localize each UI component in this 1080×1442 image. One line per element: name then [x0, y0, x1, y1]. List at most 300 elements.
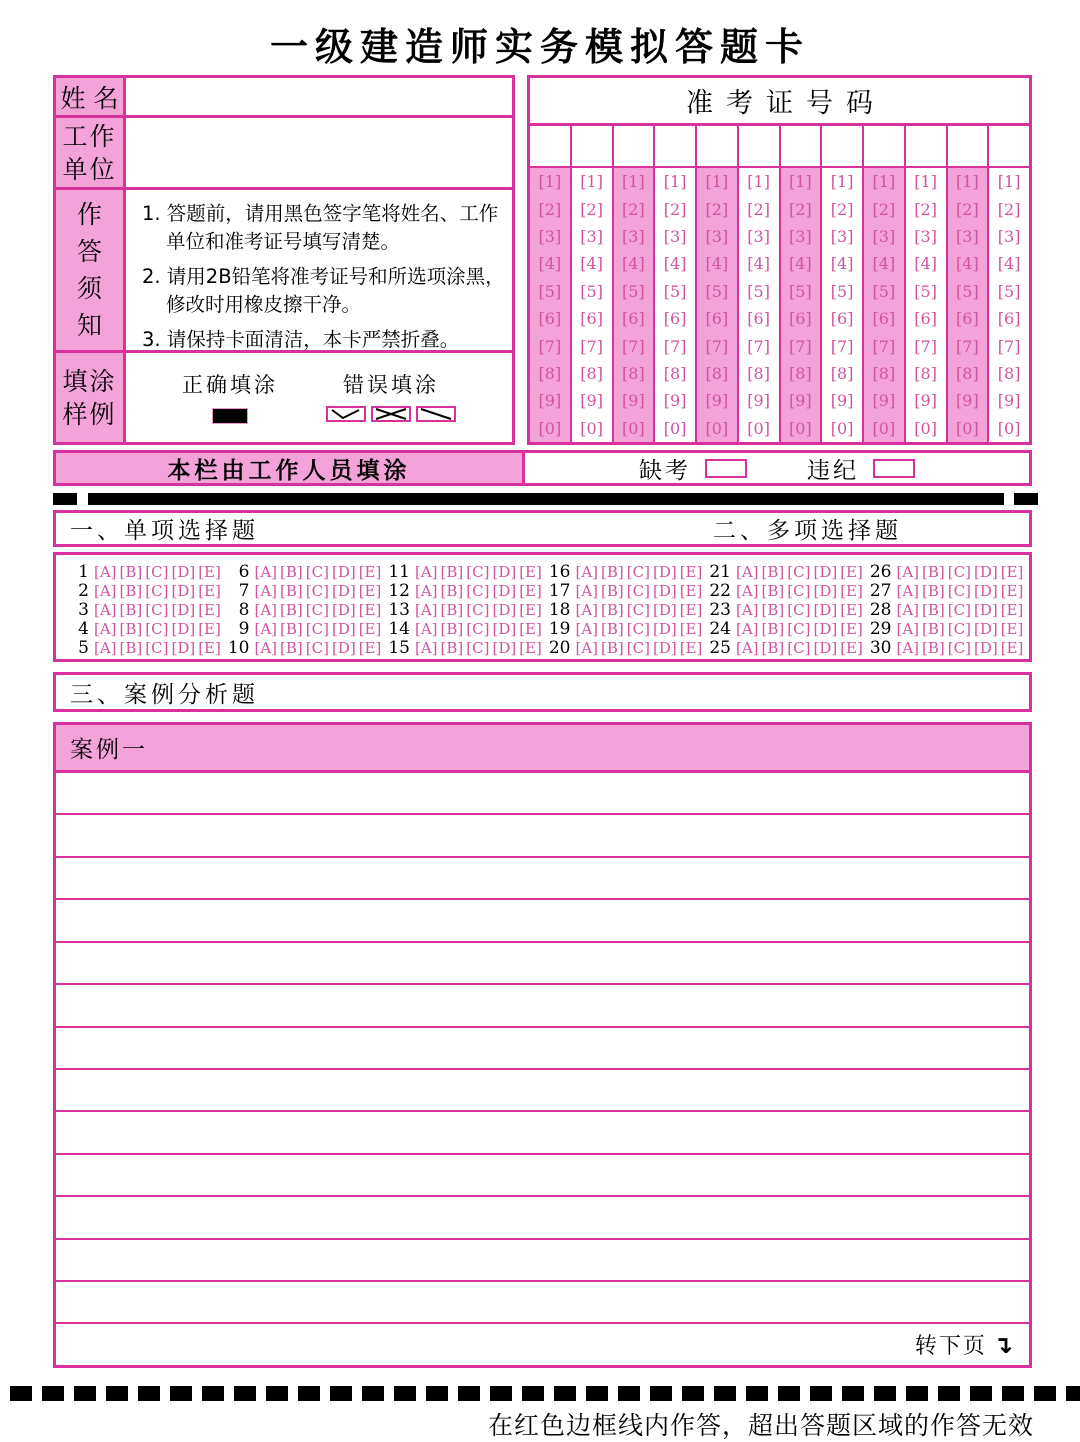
option-bubble[interactable]: [E]: [1000, 600, 1024, 619]
option-bubble[interactable]: [D]: [652, 600, 677, 619]
option-bubble[interactable]: [B]: [601, 638, 624, 657]
digit-bubble[interactable]: [9]: [663, 391, 687, 411]
option-bubble[interactable]: [D]: [492, 619, 517, 638]
writing-line[interactable]: [56, 1282, 1029, 1324]
digit-bubble[interactable]: [7]: [830, 336, 854, 356]
option-bubble[interactable]: [A]: [575, 562, 599, 581]
option-bubble[interactable]: [E]: [198, 619, 221, 638]
option-bubble[interactable]: [A]: [896, 562, 920, 581]
option-bubble[interactable]: [A]: [254, 581, 278, 600]
digit-bubble[interactable]: [2]: [956, 199, 979, 219]
digit-bubble[interactable]: [5]: [663, 281, 687, 301]
digit-bubble[interactable]: [9]: [538, 391, 562, 411]
option-bubble[interactable]: [D]: [813, 600, 838, 619]
digit-bubble[interactable]: [1]: [580, 172, 603, 192]
digit-bubble[interactable]: [1]: [747, 172, 770, 192]
unit-input-cell[interactable]: [126, 118, 512, 187]
digit-bubble[interactable]: [9]: [789, 391, 812, 411]
option-bubble[interactable]: [C]: [145, 600, 169, 619]
option-bubble[interactable]: [B]: [761, 581, 785, 600]
digit-bubble[interactable]: [4]: [872, 254, 896, 274]
option-bubble[interactable]: [C]: [466, 562, 490, 581]
option-bubble[interactable]: [C]: [787, 562, 811, 581]
option-bubble[interactable]: [C]: [145, 581, 169, 600]
option-bubble[interactable]: [A]: [94, 638, 117, 657]
digit-bubble[interactable]: [2]: [789, 199, 812, 219]
digit-bubble[interactable]: [0]: [830, 418, 854, 438]
option-bubble[interactable]: [C]: [787, 638, 811, 657]
option-bubble[interactable]: [E]: [679, 600, 703, 619]
option-bubble[interactable]: [C]: [305, 581, 329, 600]
option-bubble[interactable]: [A]: [254, 562, 278, 581]
option-bubble[interactable]: [C]: [626, 619, 650, 638]
digit-bubble[interactable]: [6]: [956, 309, 979, 329]
option-bubble[interactable]: [C]: [947, 638, 971, 657]
digit-bubble[interactable]: [1]: [956, 172, 979, 192]
option-bubble[interactable]: [C]: [787, 581, 811, 600]
option-bubble[interactable]: [C]: [947, 562, 971, 581]
option-bubble[interactable]: [E]: [358, 600, 382, 619]
digit-bubble[interactable]: [2]: [914, 199, 937, 219]
digit-bubble[interactable]: [3]: [663, 227, 687, 247]
writing-line[interactable]: [56, 773, 1029, 815]
digit-bubble[interactable]: [5]: [747, 281, 770, 301]
option-bubble[interactable]: [B]: [922, 619, 945, 638]
digit-bubble[interactable]: [2]: [622, 199, 645, 219]
option-bubble[interactable]: [D]: [171, 619, 196, 638]
option-bubble[interactable]: [D]: [492, 581, 517, 600]
option-bubble[interactable]: [A]: [415, 638, 438, 657]
option-bubble[interactable]: [C]: [145, 638, 169, 657]
option-bubble[interactable]: [D]: [331, 581, 356, 600]
option-bubble[interactable]: [D]: [331, 600, 356, 619]
option-bubble[interactable]: [C]: [947, 619, 971, 638]
digit-bubble[interactable]: [6]: [663, 309, 687, 329]
digit-bubble[interactable]: [3]: [914, 227, 937, 247]
digit-bubble[interactable]: [4]: [956, 254, 979, 274]
ticket-write-cell[interactable]: [655, 126, 695, 168]
option-bubble[interactable]: [B]: [440, 638, 464, 657]
option-bubble[interactable]: [C]: [787, 619, 811, 638]
option-bubble[interactable]: [B]: [761, 619, 785, 638]
option-bubble[interactable]: [C]: [305, 562, 329, 581]
digit-bubble[interactable]: [9]: [872, 391, 896, 411]
option-bubble[interactable]: [E]: [358, 581, 382, 600]
writing-line[interactable]: [56, 900, 1029, 942]
option-bubble[interactable]: [A]: [896, 619, 920, 638]
option-bubble[interactable]: [A]: [94, 619, 117, 638]
digit-bubble[interactable]: [7]: [663, 336, 687, 356]
option-bubble[interactable]: [A]: [736, 600, 759, 619]
option-bubble[interactable]: [E]: [1000, 562, 1024, 581]
ticket-write-cell[interactable]: [989, 126, 1029, 168]
option-bubble[interactable]: [B]: [922, 638, 945, 657]
digit-bubble[interactable]: [6]: [830, 309, 854, 329]
option-bubble[interactable]: [A]: [575, 581, 599, 600]
option-bubble[interactable]: [B]: [601, 600, 624, 619]
digit-bubble[interactable]: [6]: [705, 309, 729, 329]
digit-bubble[interactable]: [4]: [914, 254, 937, 274]
option-bubble[interactable]: [A]: [896, 581, 920, 600]
option-bubble[interactable]: [E]: [198, 562, 221, 581]
digit-bubble[interactable]: [5]: [538, 281, 562, 301]
writing-line[interactable]: [56, 1112, 1029, 1154]
digit-bubble[interactable]: [6]: [914, 309, 937, 329]
digit-bubble[interactable]: [4]: [538, 254, 562, 274]
ticket-write-cell[interactable]: [614, 126, 654, 168]
digit-bubble[interactable]: [2]: [580, 199, 603, 219]
digit-bubble[interactable]: [6]: [622, 309, 645, 329]
option-bubble[interactable]: [D]: [973, 562, 998, 581]
option-bubble[interactable]: [E]: [519, 562, 542, 581]
option-bubble[interactable]: [E]: [519, 638, 542, 657]
option-bubble[interactable]: [D]: [331, 562, 356, 581]
name-input-cell[interactable]: [126, 78, 512, 115]
option-bubble[interactable]: [D]: [331, 619, 356, 638]
writing-line[interactable]: [56, 943, 1029, 985]
digit-bubble[interactable]: [9]: [914, 391, 937, 411]
option-bubble[interactable]: [E]: [679, 562, 703, 581]
digit-bubble[interactable]: [8]: [538, 364, 562, 384]
option-bubble[interactable]: [C]: [466, 638, 490, 657]
digit-bubble[interactable]: [4]: [663, 254, 687, 274]
digit-bubble[interactable]: [4]: [830, 254, 854, 274]
digit-bubble[interactable]: [3]: [956, 227, 979, 247]
digit-bubble[interactable]: [0]: [997, 418, 1021, 438]
option-bubble[interactable]: [E]: [198, 581, 221, 600]
option-bubble[interactable]: [A]: [575, 600, 599, 619]
option-bubble[interactable]: [A]: [736, 638, 759, 657]
digit-bubble[interactable]: [1]: [872, 172, 896, 192]
ticket-write-cell[interactable]: [739, 126, 779, 168]
digit-bubble[interactable]: [9]: [622, 391, 645, 411]
option-bubble[interactable]: [E]: [679, 638, 703, 657]
option-bubble[interactable]: [D]: [813, 638, 838, 657]
option-bubble[interactable]: [B]: [280, 619, 303, 638]
option-bubble[interactable]: [C]: [466, 581, 490, 600]
digit-bubble[interactable]: [7]: [956, 336, 979, 356]
digit-bubble[interactable]: [5]: [622, 281, 645, 301]
absent-checkbox[interactable]: [705, 459, 747, 478]
option-bubble[interactable]: [D]: [652, 619, 677, 638]
digit-bubble[interactable]: [7]: [914, 336, 937, 356]
digit-bubble[interactable]: [7]: [789, 336, 812, 356]
option-bubble[interactable]: [A]: [896, 600, 920, 619]
digit-bubble[interactable]: [8]: [580, 364, 603, 384]
option-bubble[interactable]: [C]: [947, 581, 971, 600]
digit-bubble[interactable]: [5]: [956, 281, 979, 301]
digit-bubble[interactable]: [2]: [538, 199, 562, 219]
case-writing-area[interactable]: [56, 773, 1029, 1365]
digit-bubble[interactable]: [4]: [622, 254, 645, 274]
digit-bubble[interactable]: [0]: [622, 418, 645, 438]
option-bubble[interactable]: [D]: [652, 562, 677, 581]
option-bubble[interactable]: [B]: [440, 562, 464, 581]
option-bubble[interactable]: [C]: [626, 638, 650, 657]
option-bubble[interactable]: [B]: [761, 638, 785, 657]
digit-bubble[interactable]: [0]: [580, 418, 603, 438]
digit-bubble[interactable]: [3]: [789, 227, 812, 247]
digit-bubble[interactable]: [3]: [538, 227, 562, 247]
option-bubble[interactable]: [A]: [415, 600, 438, 619]
option-bubble[interactable]: [D]: [973, 619, 998, 638]
digit-bubble[interactable]: [8]: [914, 364, 937, 384]
option-bubble[interactable]: [D]: [973, 581, 998, 600]
digit-bubble[interactable]: [4]: [789, 254, 812, 274]
digit-bubble[interactable]: [5]: [705, 281, 729, 301]
option-bubble[interactable]: [A]: [415, 581, 438, 600]
option-bubble[interactable]: [E]: [198, 638, 221, 657]
digit-bubble[interactable]: [0]: [914, 418, 937, 438]
digit-bubble[interactable]: [3]: [580, 227, 603, 247]
digit-bubble[interactable]: [3]: [872, 227, 896, 247]
option-bubble[interactable]: [D]: [813, 619, 838, 638]
digit-bubble[interactable]: [0]: [956, 418, 979, 438]
option-bubble[interactable]: [B]: [280, 600, 303, 619]
digit-bubble[interactable]: [9]: [747, 391, 770, 411]
digit-bubble[interactable]: [7]: [580, 336, 603, 356]
option-bubble[interactable]: [B]: [440, 619, 464, 638]
option-bubble[interactable]: [D]: [171, 638, 196, 657]
option-bubble[interactable]: [D]: [973, 638, 998, 657]
digit-bubble[interactable]: [1]: [997, 172, 1021, 192]
ticket-write-cell[interactable]: [906, 126, 946, 168]
digit-bubble[interactable]: [4]: [747, 254, 770, 274]
ticket-write-cell[interactable]: [697, 126, 737, 168]
option-bubble[interactable]: [E]: [840, 562, 863, 581]
digit-bubble[interactable]: [9]: [830, 391, 854, 411]
option-bubble[interactable]: [B]: [119, 638, 143, 657]
option-bubble[interactable]: [D]: [331, 638, 356, 657]
option-bubble[interactable]: [E]: [198, 600, 221, 619]
option-bubble[interactable]: [B]: [761, 600, 785, 619]
writing-line[interactable]: [56, 1028, 1029, 1070]
digit-bubble[interactable]: [5]: [997, 281, 1021, 301]
option-bubble[interactable]: [B]: [601, 619, 624, 638]
digit-bubble[interactable]: [8]: [956, 364, 979, 384]
option-bubble[interactable]: [B]: [280, 638, 303, 657]
option-bubble[interactable]: [B]: [440, 581, 464, 600]
digit-bubble[interactable]: [6]: [580, 309, 603, 329]
digit-bubble[interactable]: [7]: [622, 336, 645, 356]
ticket-write-cell[interactable]: [530, 126, 570, 168]
option-bubble[interactable]: [A]: [736, 562, 759, 581]
option-bubble[interactable]: [E]: [679, 619, 703, 638]
option-bubble[interactable]: [B]: [280, 581, 303, 600]
digit-bubble[interactable]: [9]: [705, 391, 729, 411]
digit-bubble[interactable]: [5]: [914, 281, 937, 301]
digit-bubble[interactable]: [3]: [830, 227, 854, 247]
digit-bubble[interactable]: [5]: [872, 281, 896, 301]
writing-line[interactable]: [56, 1240, 1029, 1282]
option-bubble[interactable]: [E]: [358, 619, 382, 638]
option-bubble[interactable]: [D]: [171, 581, 196, 600]
digit-bubble[interactable]: [0]: [747, 418, 770, 438]
digit-bubble[interactable]: [0]: [705, 418, 729, 438]
option-bubble[interactable]: [D]: [492, 600, 517, 619]
digit-bubble[interactable]: [8]: [705, 364, 729, 384]
digit-bubble[interactable]: [6]: [538, 309, 562, 329]
option-bubble[interactable]: [A]: [575, 619, 599, 638]
digit-bubble[interactable]: [7]: [705, 336, 729, 356]
option-bubble[interactable]: [E]: [679, 581, 703, 600]
digit-bubble[interactable]: [2]: [872, 199, 896, 219]
option-bubble[interactable]: [C]: [145, 562, 169, 581]
digit-bubble[interactable]: [6]: [789, 309, 812, 329]
option-bubble[interactable]: [D]: [492, 562, 517, 581]
writing-line[interactable]: [56, 1070, 1029, 1112]
digit-bubble[interactable]: [7]: [747, 336, 770, 356]
digit-bubble[interactable]: [0]: [538, 418, 562, 438]
option-bubble[interactable]: [C]: [305, 600, 329, 619]
option-bubble[interactable]: [D]: [973, 600, 998, 619]
option-bubble[interactable]: [E]: [358, 562, 382, 581]
option-bubble[interactable]: [C]: [145, 619, 169, 638]
digit-bubble[interactable]: [2]: [830, 199, 854, 219]
digit-bubble[interactable]: [3]: [622, 227, 645, 247]
digit-bubble[interactable]: [1]: [830, 172, 854, 192]
ticket-write-cell[interactable]: [864, 126, 904, 168]
digit-bubble[interactable]: [8]: [789, 364, 812, 384]
ticket-write-cell[interactable]: [572, 126, 612, 168]
digit-bubble[interactable]: [9]: [956, 391, 979, 411]
option-bubble[interactable]: [D]: [652, 581, 677, 600]
option-bubble[interactable]: [E]: [1000, 581, 1024, 600]
option-bubble[interactable]: [E]: [1000, 619, 1024, 638]
option-bubble[interactable]: [A]: [415, 619, 438, 638]
digit-bubble[interactable]: [3]: [747, 227, 770, 247]
option-bubble[interactable]: [B]: [119, 562, 143, 581]
option-bubble[interactable]: [B]: [119, 619, 143, 638]
digit-bubble[interactable]: [8]: [663, 364, 687, 384]
option-bubble[interactable]: [B]: [922, 581, 945, 600]
option-bubble[interactable]: [B]: [119, 581, 143, 600]
digit-bubble[interactable]: [0]: [663, 418, 687, 438]
option-bubble[interactable]: [E]: [840, 638, 863, 657]
option-bubble[interactable]: [C]: [466, 619, 490, 638]
option-bubble[interactable]: [D]: [171, 562, 196, 581]
digit-bubble[interactable]: [2]: [997, 199, 1021, 219]
digit-bubble[interactable]: [7]: [538, 336, 562, 356]
option-bubble[interactable]: [A]: [254, 638, 278, 657]
digit-bubble[interactable]: [0]: [872, 418, 896, 438]
option-bubble[interactable]: [C]: [305, 638, 329, 657]
option-bubble[interactable]: [C]: [305, 619, 329, 638]
option-bubble[interactable]: [A]: [94, 581, 117, 600]
digit-bubble[interactable]: [7]: [997, 336, 1021, 356]
digit-bubble[interactable]: [8]: [622, 364, 645, 384]
writing-line[interactable]: [56, 1197, 1029, 1239]
digit-bubble[interactable]: [6]: [872, 309, 896, 329]
option-bubble[interactable]: [A]: [254, 600, 278, 619]
option-bubble[interactable]: [B]: [601, 581, 624, 600]
option-bubble[interactable]: [A]: [94, 600, 117, 619]
digit-bubble[interactable]: [2]: [705, 199, 729, 219]
option-bubble[interactable]: [C]: [947, 600, 971, 619]
ticket-write-cell[interactable]: [948, 126, 988, 168]
digit-bubble[interactable]: [8]: [997, 364, 1021, 384]
option-bubble[interactable]: [E]: [840, 581, 863, 600]
digit-bubble[interactable]: [5]: [830, 281, 854, 301]
option-bubble[interactable]: [C]: [466, 600, 490, 619]
option-bubble[interactable]: [E]: [358, 638, 382, 657]
ticket-write-cell[interactable]: [822, 126, 862, 168]
option-bubble[interactable]: [A]: [415, 562, 438, 581]
option-bubble[interactable]: [A]: [736, 619, 759, 638]
digit-bubble[interactable]: [6]: [747, 309, 770, 329]
digit-bubble[interactable]: [1]: [622, 172, 645, 192]
option-bubble[interactable]: [A]: [736, 581, 759, 600]
digit-bubble[interactable]: [4]: [580, 254, 603, 274]
digit-bubble[interactable]: [0]: [789, 418, 812, 438]
option-bubble[interactable]: [B]: [119, 600, 143, 619]
option-bubble[interactable]: [E]: [840, 600, 863, 619]
writing-line[interactable]: [56, 1155, 1029, 1197]
option-bubble[interactable]: [A]: [94, 562, 117, 581]
option-bubble[interactable]: [B]: [601, 562, 624, 581]
option-bubble[interactable]: [A]: [254, 619, 278, 638]
option-bubble[interactable]: [E]: [1000, 638, 1024, 657]
option-bubble[interactable]: [B]: [280, 562, 303, 581]
violation-checkbox[interactable]: [873, 459, 915, 478]
digit-bubble[interactable]: [3]: [997, 227, 1021, 247]
digit-bubble[interactable]: [5]: [789, 281, 812, 301]
option-bubble[interactable]: [B]: [922, 562, 945, 581]
digit-bubble[interactable]: [8]: [747, 364, 770, 384]
option-bubble[interactable]: [D]: [813, 581, 838, 600]
digit-bubble[interactable]: [7]: [872, 336, 896, 356]
writing-line[interactable]: [56, 858, 1029, 900]
digit-bubble[interactable]: [9]: [997, 391, 1021, 411]
ticket-write-cell[interactable]: [781, 126, 821, 168]
digit-bubble[interactable]: [8]: [830, 364, 854, 384]
option-bubble[interactable]: [D]: [813, 562, 838, 581]
digit-bubble[interactable]: [1]: [789, 172, 812, 192]
option-bubble[interactable]: [E]: [519, 600, 542, 619]
option-bubble[interactable]: [C]: [626, 581, 650, 600]
digit-bubble[interactable]: [5]: [580, 281, 603, 301]
digit-bubble[interactable]: [2]: [663, 199, 687, 219]
digit-bubble[interactable]: [1]: [914, 172, 937, 192]
digit-bubble[interactable]: [1]: [538, 172, 562, 192]
digit-bubble[interactable]: [4]: [997, 254, 1021, 274]
option-bubble[interactable]: [A]: [575, 638, 599, 657]
option-bubble[interactable]: [D]: [171, 600, 196, 619]
digit-bubble[interactable]: [4]: [705, 254, 729, 274]
option-bubble[interactable]: [B]: [922, 600, 945, 619]
digit-bubble[interactable]: [9]: [580, 391, 603, 411]
digit-bubble[interactable]: [1]: [705, 172, 729, 192]
writing-line[interactable]: [56, 815, 1029, 857]
digit-bubble[interactable]: [6]: [997, 309, 1021, 329]
option-bubble[interactable]: [C]: [626, 600, 650, 619]
option-bubble[interactable]: [C]: [787, 600, 811, 619]
option-bubble[interactable]: [E]: [840, 619, 863, 638]
option-bubble[interactable]: [E]: [519, 581, 542, 600]
writing-line[interactable]: [56, 985, 1029, 1027]
option-bubble[interactable]: [B]: [761, 562, 785, 581]
digit-bubble[interactable]: [1]: [663, 172, 687, 192]
option-bubble[interactable]: [A]: [896, 638, 920, 657]
option-bubble[interactable]: [B]: [440, 600, 464, 619]
digit-bubble[interactable]: [3]: [705, 227, 729, 247]
option-bubble[interactable]: [D]: [492, 638, 517, 657]
digit-bubble[interactable]: [2]: [747, 199, 770, 219]
option-bubble[interactable]: [E]: [519, 619, 542, 638]
digit-bubble[interactable]: [8]: [872, 364, 896, 384]
option-bubble[interactable]: [D]: [652, 638, 677, 657]
option-bubble[interactable]: [C]: [626, 562, 650, 581]
